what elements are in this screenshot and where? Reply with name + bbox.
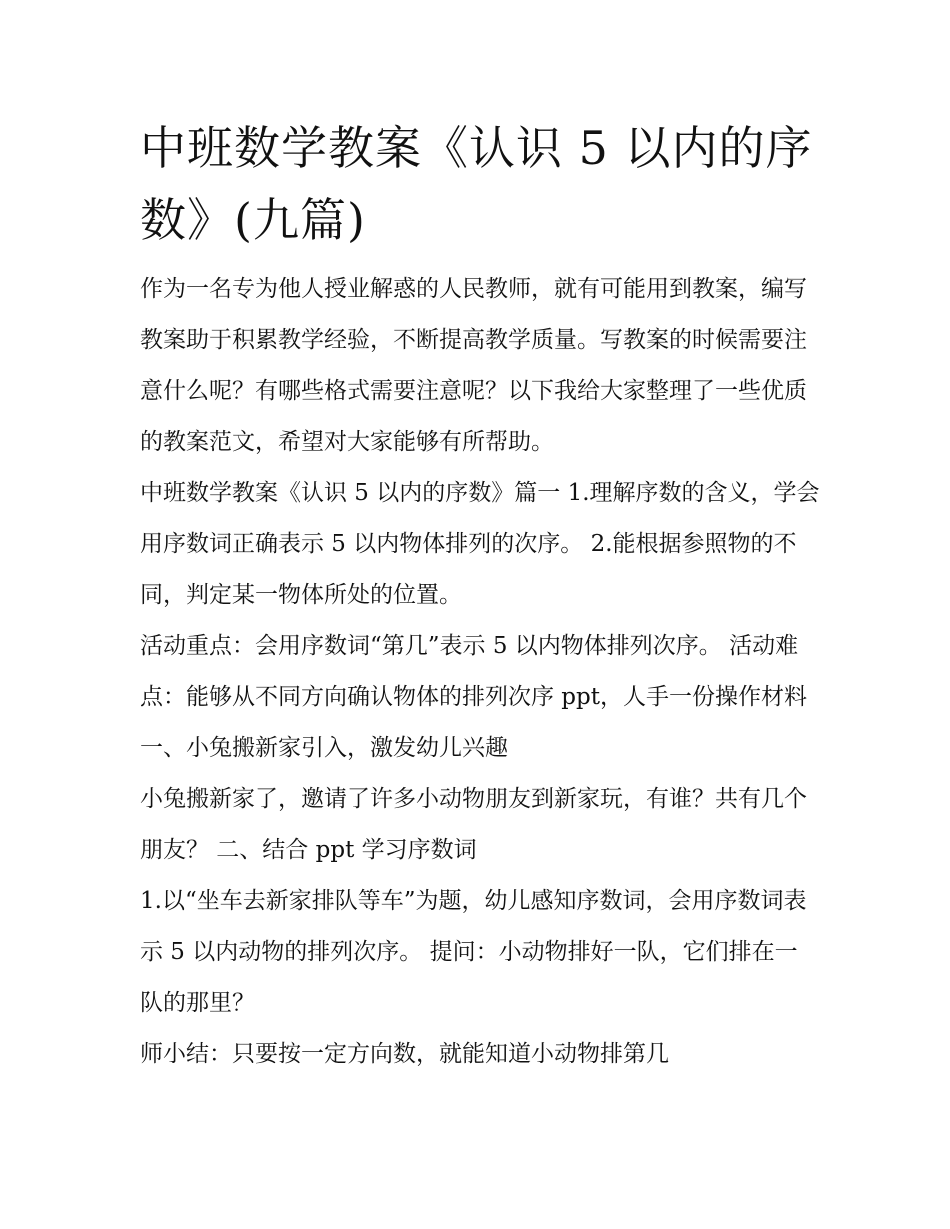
activity-paragraph: 1.以“坐车去新家排队等车”为题，幼儿感知序数词，会用序数词表示 5 以内动物的排列次序。 提问：小动物排好一队，它们排在一队的那里？ [140,888,807,1016]
summary-paragraph: 师小结：只要按一定方向数，就能知道小动物排第几 [140,1041,669,1067]
document-title: 中班数学教案《认识 5 以内的序数》(九篇) [140,121,813,247]
objectives-paragraph: 中班数学教案《认识 5 以内的序数》篇一 1.理解序数的含义，学会用序数词正确表示 5 以内物体排列的次序。 2.能根据参照物的不同，判定某一物体所处的位置。 [140,480,820,608]
story-paragraph: 小兔搬新家了，邀请了许多小动物朋友到新家玩，有谁？共有几个朋友？ 二、结合 ppt 学习序数词 [140,786,807,863]
key-points-paragraph: 活动重点：会用序数词“第几”表示 5 以内物体排列次序。 活动难点：能够从不同方向确认物体的排列次序 ppt，人手一份操作材料 一、小兔搬新家引入，激发幼儿兴趣 [140,633,807,761]
intro-paragraph: 作为一名专为他人授业解惑的人民教师，就有可能用到教案，编写教案助于积累教学经验，不断提高教学质量。写教案的时候需要注意什么呢？有哪些格式需要注意呢？以下我给大家整理了一些优质的教案范文，希望对大家能够有所帮助。 [140,276,807,455]
document-page [140,112,820,1080]
